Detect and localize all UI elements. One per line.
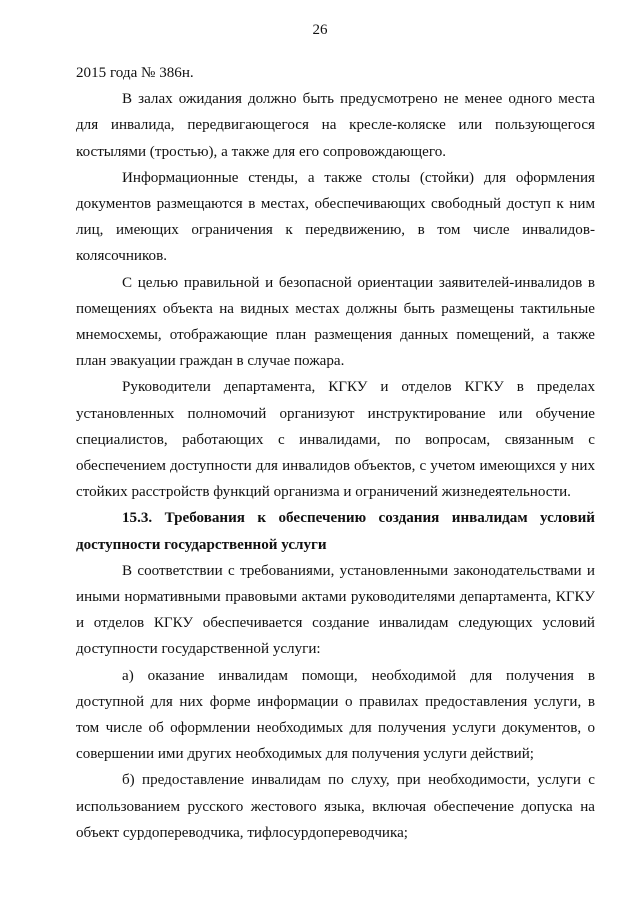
list-item-b: б) предоставление инвалидам по слуху, при необходимости, услуги с использованием русского жестового языка, включая обеспечение допуска на объект сурдопереводчика, тифлосурдопереводчика; bbox=[76, 772, 595, 841]
section-heading-15-3: 15.3. Требования к обеспечению создания инвалидам условий доступности государственной услуги bbox=[76, 510, 595, 553]
paragraph-continuation: 2015 года № 386н. bbox=[76, 65, 194, 81]
paragraph-tactile-schemes: С целью правильной и безопасной ориентации заявителей-инвалидов в помещениях объекта на видных местах должны быть размещены тактильные мнемосхемы, отображающие план размещения данных помещений, а также план эвакуации граждан в случае пожара. bbox=[76, 274, 595, 370]
page-number: 26 bbox=[312, 22, 328, 38]
paragraph-accessibility-conditions: В соответствии с требованиями, установленными законодательствами и иными нормативными правовыми актами руководителями департамента, КГКУ и отделов КГКУ обеспечивается создание инвалидам следующих условий доступности государственной услуги: bbox=[76, 562, 595, 658]
paragraph-info-stands: Информационные стенды, а также столы (стойки) для оформления документов размещаются в местах, обеспечивающих свободный доступ к ним лиц, имеющих ограничения к передвижению, в том числе инвалидов-колясочников. bbox=[76, 169, 595, 265]
paragraph-staff-training: Руководители департамента, КГКУ и отделов КГКУ в пределах установленных полномочий организуют инструктирование или обучение специалистов, работающих с инвалидами, по вопросам, связанным с обеспечением доступности для инвалидов объектов, с учетом имеющихся у них стойких расстройств функций организма и ограничений жизнедеятельности. bbox=[76, 379, 595, 501]
document-body bbox=[76, 60, 595, 846]
list-item-a: а) оказание инвалидам помощи, необходимой для получения в доступной для них форме информации о правилах предоставления услуги, в том числе об оформлении необходимых для получения услуги документов, о совершении ими других необходимых для получения услуги действий; bbox=[76, 667, 595, 763]
paragraph-waiting-rooms: В залах ожидания должно быть предусмотрено не менее одного места для инвалида, передвигающегося на кресле-коляске или пользующегося костылями (тростью), а также для его сопровождающего. bbox=[76, 91, 595, 160]
